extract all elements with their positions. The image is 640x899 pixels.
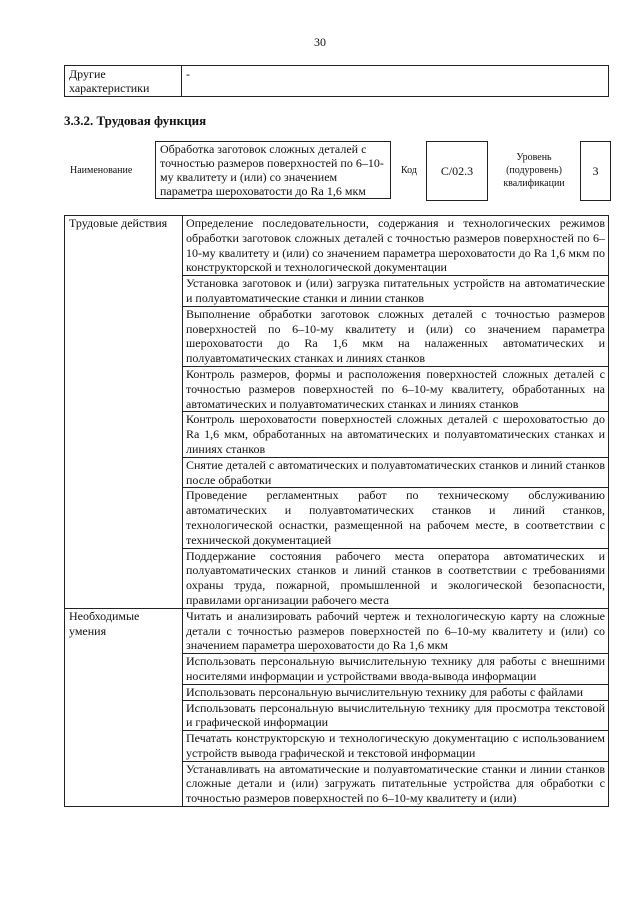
skill-item: Использовать персональную вычислительную технику для работы с файлами [183, 684, 609, 700]
labor-action-item: Поддержание состояния рабочего места оператора автоматических и полуавтоматических станков и линий станков в соответствии с требованиями охраны труда, пожарной, промышленной и экологической безопасности, правилами организации рабочего места [183, 548, 609, 608]
other-characteristics-value: - [182, 66, 609, 97]
labor-action-item: Снятие деталей с автоматических и полуавтоматических станков и линий станков после обработки [183, 457, 609, 488]
labor-action-item: Установка заготовок и (или) загрузка питательных устройств на автоматические и полуавтоматические станки и линии станков [183, 276, 609, 307]
labor-action-item: Контроль шероховатости поверхностей сложных деталей с шероховатостью до Ra 1,6 мкм, обработанных на автоматических и полуавтоматических станках и линиях станков [183, 412, 609, 457]
skills-label: Необходимые умения [65, 608, 183, 806]
skill-item: Использовать персональную вычислительную технику для просмотра текстовой и графической информации [183, 700, 609, 731]
code-value: С/02.3 [426, 141, 488, 201]
labor-action-item: Выполнение обработки заготовок сложных деталей с точностью размеров поверхностей по 6–10-му квалитету и (или) со значением параметра шероховатости до Ra 1,6 мкм на налаженных автоматических и полуавтоматических станках и линиях станков [183, 306, 609, 366]
labor-actions-label: Трудовые действия [65, 216, 183, 609]
labor-action-item: Контроль размеров, формы и расположения поверхностей сложных деталей с точностью размеров поверхностей по 6–10-му квалитету, обработанных на автоматических и полуавтоматических станках и линиях станков [183, 366, 609, 411]
other-characteristics-table [64, 65, 609, 97]
skill-item: Печатать конструкторскую и технологическую документацию с использованием устройств вывода графической и текстовой информации [183, 731, 609, 762]
page-number: 30 [314, 35, 326, 49]
skill-item: Использовать персональную вычислительную технику для работы с внешними носителями информации и устройствами ввода-вывода информации [183, 654, 609, 685]
section-title: 3.3.2. Трудовая функция [64, 113, 207, 128]
table-row [65, 608, 609, 653]
labor-function-table [64, 215, 609, 807]
labor-action-item: Определение последовательности, содержания и технологических режимов обработки заготовок сложных деталей с точностью размеров поверхностей по 6–10-му квалитету и (или) со значением параметра шероховатости до Ra 1,6 мкм по конструкторской и технологической документации [183, 216, 609, 276]
table-row [65, 216, 609, 276]
skill-item: Читать и анализировать рабочий чертеж и технологическую карту на сложные детали с точностью размеров поверхностей по 6–10-му квалитету и (или) со значением параметра шероховатости до Ra 1,6 мкм [183, 608, 609, 653]
other-characteristics-label: Другие характеристики [65, 66, 182, 97]
skill-item: Устанавливать на автоматические и полуавтоматические станки и линии станков сложные детали и (или) загружать питательные устройства для обработки с точностью размеров поверхностей по 6–10-му квалитету и (или) [183, 761, 609, 806]
name-label: Наименование [70, 165, 133, 176]
level-label: Уровень (подуровень) квалификации [503, 152, 565, 189]
code-label: Код [401, 165, 417, 176]
level-value: 3 [580, 141, 611, 201]
labor-action-item: Проведение регламентных работ по техническому обслуживанию автоматических и полуавтоматических станков и линий станков, технологической оснастки, размещенной на рабочем месте, в соответствии с технической документацией [183, 488, 609, 548]
function-name: Обработка заготовок сложных деталей с точностью размеров поверхностей по 6–10-му квалитету и (или) со значением параметра шероховатости до Ra 1,6 мкм [155, 141, 391, 199]
